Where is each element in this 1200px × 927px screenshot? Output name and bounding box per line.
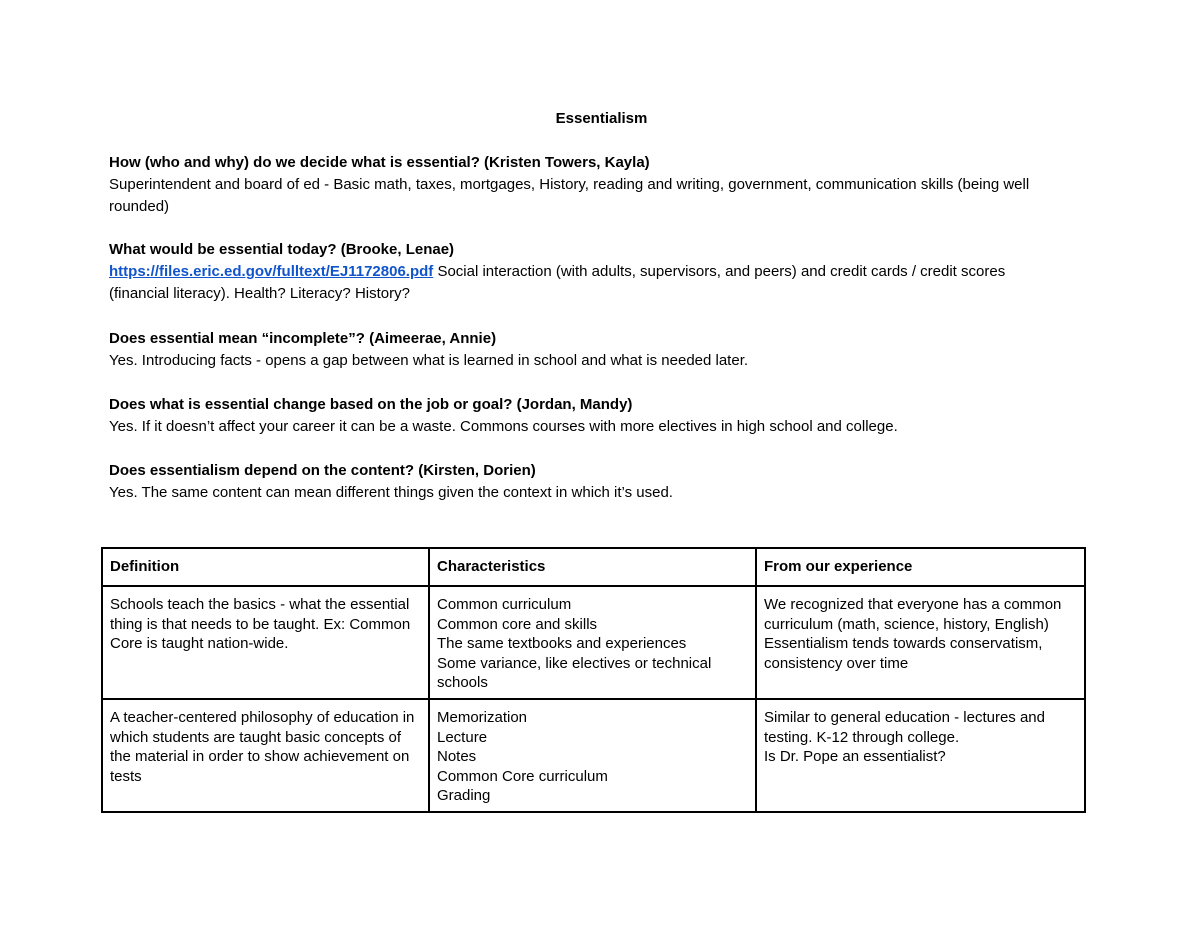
list-item: Memorization xyxy=(437,709,528,726)
experience-cell xyxy=(756,586,1085,699)
eric-pdf-link[interactable]: https://files.eric.ed.gov/fulltext/EJ1172806.pdf xyxy=(109,263,434,280)
characteristics-cell xyxy=(429,699,756,812)
section-question: Does essential mean “incomplete”? (Aimeerae, Annie) xyxy=(109,330,497,347)
section-answer: Yes. If it doesn’t affect your career it can be a waste. Commons courses with more electives in high school and college. xyxy=(109,418,898,435)
list-item: Common curriculum xyxy=(437,596,572,613)
section-answer: Superintendent and board of ed - Basic math, taxes, mortgages, History, reading and writing, government, communication skills (being well rounded) xyxy=(109,176,1030,215)
table-row xyxy=(102,699,1085,812)
list-item: Essentialism tends towards conservatism, consistency over time xyxy=(764,635,1043,672)
section-essentialism-content xyxy=(109,460,1069,504)
header-definition: Definition xyxy=(102,548,429,586)
list-item: The same textbooks and experiences xyxy=(437,635,687,652)
section-essential-incomplete xyxy=(109,328,1069,372)
table-row xyxy=(102,586,1085,699)
table-header-row xyxy=(102,548,1085,586)
list-item: Similar to general education - lectures and testing. K-12 through college. xyxy=(764,709,1045,746)
list-item: Common Core curriculum xyxy=(437,767,608,785)
characteristics-cell xyxy=(429,586,756,699)
section-essential-today xyxy=(109,239,1069,305)
section-question: How (who and why) do we decide what is essential? (Kristen Towers, Kayla) xyxy=(109,154,650,171)
section-decide-essential xyxy=(109,152,1069,218)
list-item: We recognized that everyone has a common curriculum (math, science, history, English) xyxy=(764,596,1062,633)
list-item: Is Dr. Pope an essentialist? xyxy=(764,748,946,765)
list-item: Some variance, like electives or technical schools xyxy=(437,654,712,691)
section-answer: Yes. The same content can mean different things given the context in which it’s used. xyxy=(109,484,673,501)
section-answer: Yes. Introducing facts - opens a gap between what is learned in school and what is needed later. xyxy=(109,352,749,369)
list-item: Common core and skills xyxy=(437,615,598,633)
header-characteristics: Characteristics xyxy=(429,548,756,586)
document-title: Essentialism xyxy=(555,110,648,127)
definition-cell: Schools teach the basics - what the essential thing is that needs to be taught. Ex: Common Core is taught nation-wide. xyxy=(102,586,429,699)
section-question: Does what is essential change based on the job or goal? (Jordan, Mandy) xyxy=(109,396,633,413)
section-answer: Social interaction (with adults, supervisors, and peers) and credit cards / credit scores (financial literacy). Health? Literacy? History? xyxy=(109,263,1006,302)
list-item: Lecture xyxy=(437,728,488,746)
header-experience: From our experience xyxy=(756,548,1085,586)
definition-cell: A teacher-centered philosophy of education in which students are taught basic concepts of the material in order to show achievement on tests xyxy=(102,699,429,812)
section-question: What would be essential today? (Brooke, Lenae) xyxy=(109,241,455,258)
section-essential-change xyxy=(109,394,1069,438)
section-question: Does essentialism depend on the content? (Kirsten, Dorien) xyxy=(109,462,536,479)
list-item: Grading xyxy=(437,787,491,804)
essentialism-table xyxy=(101,547,1086,813)
list-item: Notes xyxy=(437,748,477,765)
experience-cell xyxy=(756,699,1085,812)
section-answer-with-link xyxy=(109,261,1069,305)
